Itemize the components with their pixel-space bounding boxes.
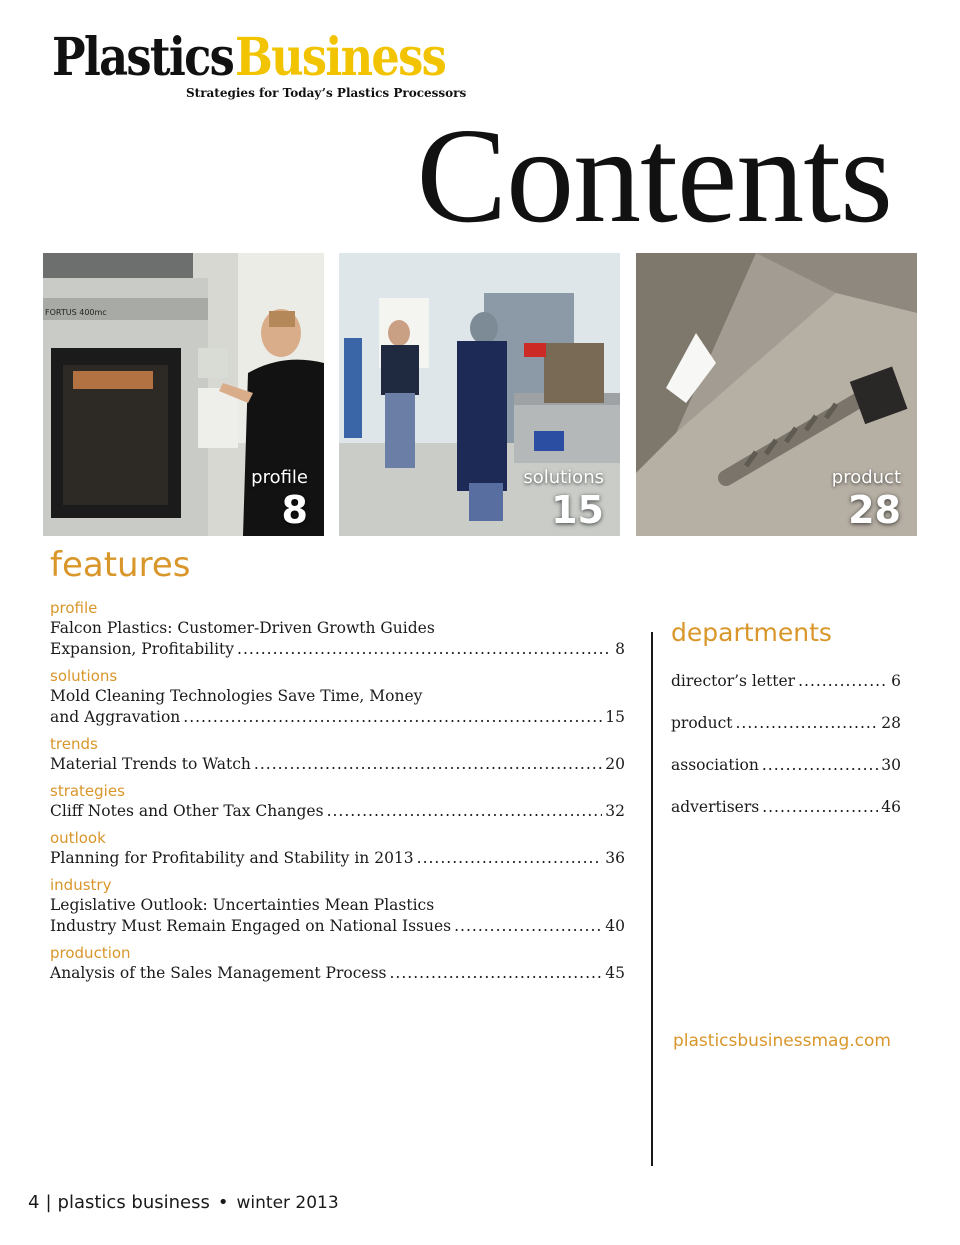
feature-title-line: and Aggravation — [50, 708, 181, 726]
feature-category: trends — [50, 735, 98, 753]
website-link[interactable]: plasticsbusinessmag.com — [673, 1031, 891, 1051]
dot-leader — [237, 639, 612, 660]
feature-category: outlook — [50, 829, 106, 847]
dot-leader — [762, 796, 878, 818]
departments-list — [671, 670, 901, 838]
dot-leader — [389, 963, 602, 984]
photo-profile-page: 8 — [281, 488, 308, 532]
feature-title-line: Planning for Profitability and Stability in 2013 — [50, 849, 414, 867]
feature-title-line: Mold Cleaning Technologies Save Time, Money — [50, 687, 423, 705]
department-label: product — [671, 714, 733, 732]
photo-profile[interactable] — [43, 253, 324, 536]
feature-page-number: 45 — [605, 964, 625, 982]
feature-category: profile — [50, 599, 98, 617]
feature-entry[interactable] — [50, 666, 625, 728]
footer-separator: | — [45, 1192, 52, 1213]
masthead-title-part1: Plastics — [52, 27, 234, 88]
feature-category: strategies — [50, 782, 125, 800]
feature-page-number: 36 — [605, 849, 625, 867]
photo-product[interactable] — [636, 253, 917, 536]
feature-entry[interactable] — [50, 598, 625, 660]
feature-page-number: 20 — [605, 755, 625, 773]
department-page-number: 46 — [881, 798, 901, 816]
feature-title-leader — [50, 639, 625, 660]
photo-profile-machine-text: FORTUS 400mc — [45, 308, 107, 317]
feature-title-line: Analysis of the Sales Management Process — [50, 964, 387, 982]
department-entry[interactable] — [671, 670, 901, 712]
feature-title-line: Expansion, Profitability — [50, 640, 235, 658]
feature-page-number: 32 — [605, 802, 625, 820]
dot-leader — [327, 801, 603, 822]
page-title: Contents — [416, 101, 892, 251]
department-entry[interactable] — [671, 754, 901, 796]
department-page-number: 30 — [881, 756, 901, 774]
feature-title-line: Material Trends to Watch — [50, 755, 251, 773]
dot-leader — [735, 712, 878, 734]
feature-title-leader — [50, 707, 625, 728]
department-label: association — [671, 756, 759, 774]
masthead-tagline: Strategies for Today’s Plastics Processors — [186, 86, 467, 100]
dot-leader — [183, 707, 602, 728]
photo-solutions-page: 15 — [551, 488, 604, 532]
dot-leader — [762, 754, 878, 776]
features-heading: features — [50, 545, 191, 585]
feature-category: production — [50, 944, 131, 962]
departments-heading: departments — [671, 618, 832, 647]
feature-entry[interactable] — [50, 781, 625, 822]
column-divider — [651, 632, 653, 1166]
feature-title-line: Legislative Outlook: Uncertainties Mean Plastics — [50, 896, 435, 914]
footer-publication: plastics business — [57, 1192, 210, 1213]
photo-profile-label: profile — [251, 467, 308, 488]
feature-title-leader — [50, 754, 625, 775]
feature-page-number: 8 — [615, 640, 625, 658]
feature-entry[interactable] — [50, 875, 625, 937]
feature-title-leader — [50, 916, 625, 937]
feature-entry[interactable] — [50, 828, 625, 869]
masthead-title-part2: Business — [235, 27, 446, 88]
feature-category: industry — [50, 876, 112, 894]
department-label: director’s letter — [671, 672, 796, 690]
dot-leader — [454, 916, 602, 937]
department-page-number: 28 — [881, 714, 901, 732]
department-label: advertisers — [671, 798, 760, 816]
feature-entry[interactable] — [50, 734, 625, 775]
feature-title-line: Industry Must Remain Engaged on National Issues — [50, 917, 452, 935]
department-entry[interactable] — [671, 712, 901, 754]
dot-leader — [417, 848, 603, 869]
department-page-number: 6 — [891, 672, 901, 690]
page-footer — [28, 1192, 339, 1213]
photo-solutions[interactable] — [339, 253, 620, 536]
features-list — [50, 598, 625, 990]
feature-title-leader — [50, 801, 625, 822]
feature-page-number: 15 — [605, 708, 625, 726]
feature-title-line: Cliff Notes and Other Tax Changes — [50, 802, 324, 820]
feature-title-line: Falcon Plastics: Customer-Driven Growth Guides — [50, 619, 435, 637]
feature-page-number: 40 — [605, 917, 625, 935]
dot-leader — [254, 754, 602, 775]
dot-leader — [798, 670, 888, 692]
photo-product-label: product — [831, 467, 901, 488]
photo-solutions-label: solutions — [523, 467, 604, 488]
feature-category: solutions — [50, 667, 118, 685]
footer-issue: winter 2013 — [236, 1193, 339, 1213]
department-entry[interactable] — [671, 796, 901, 838]
masthead-logo — [52, 26, 467, 106]
footer-bullet: • — [217, 1192, 229, 1213]
feature-entry[interactable] — [50, 943, 625, 984]
photo-product-page: 28 — [848, 488, 901, 532]
feature-title-leader — [50, 963, 625, 984]
feature-title-leader — [50, 848, 625, 869]
footer-page-number: 4 — [28, 1192, 40, 1213]
